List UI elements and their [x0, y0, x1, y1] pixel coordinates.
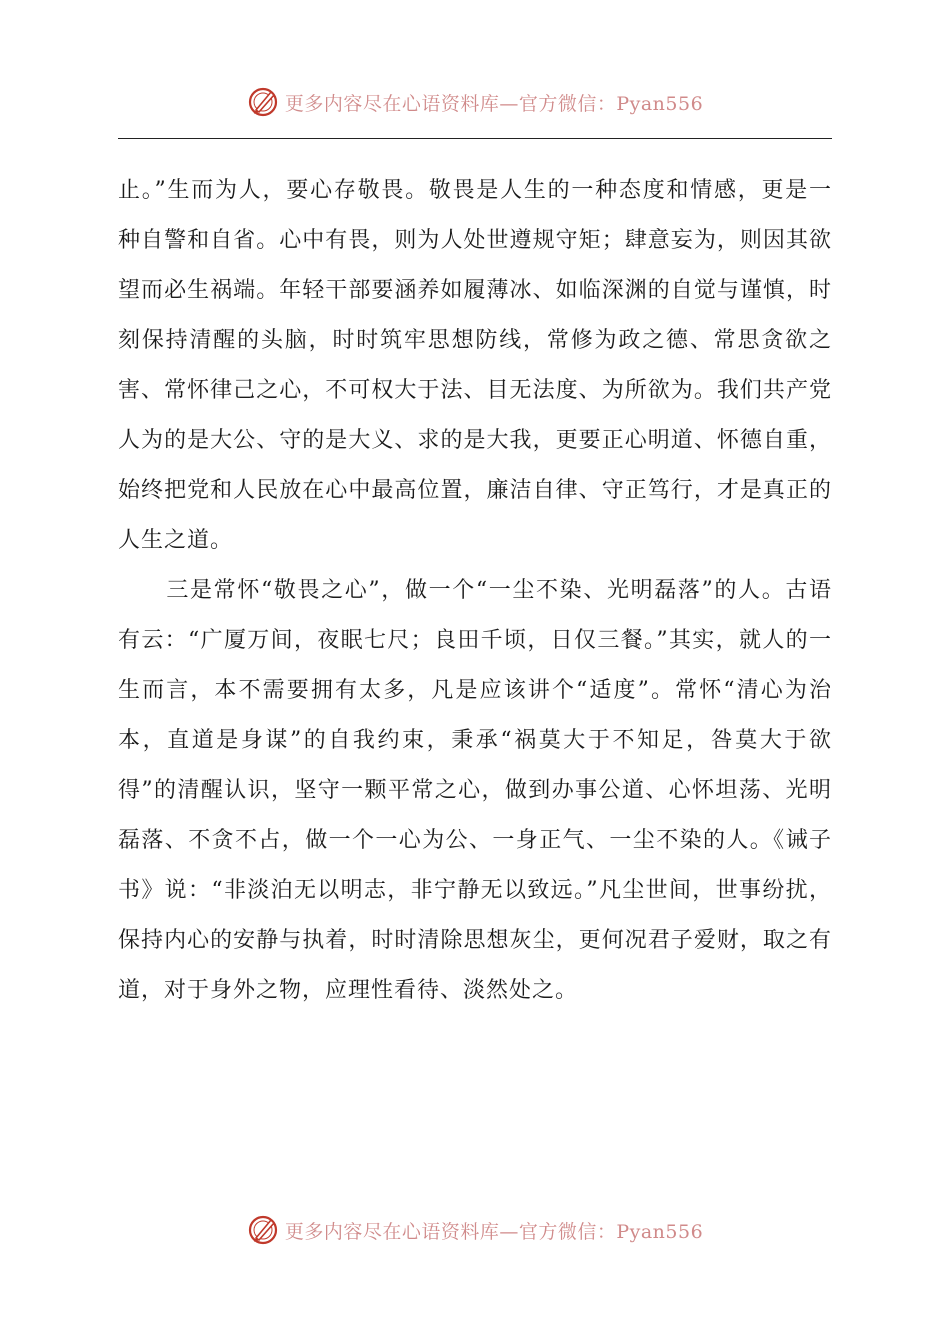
header-banner-text: 更多内容尽在心语资料库—官方微信：Pyan556	[284, 92, 704, 115]
document-body	[118, 166, 832, 1016]
pen-circle-icon	[247, 1214, 279, 1246]
footer-banner-text: 更多内容尽在心语资料库—官方微信：Pyan556	[284, 1220, 704, 1243]
page-footer	[0, 1210, 950, 1250]
header-divider	[118, 138, 832, 139]
paragraph: 三是常怀“敬畏之心”，做一个“一尘不染、光明磊落”的人。古语有云：“广厦万间，夜眠七尺；良田千顷，日仅三餐。”其实，就人的一生而言，本不需要拥有太多，凡是应该讲个“适度”。常怀“清心为治本，直道是身谋”的自我约束，秉承“祸莫大于不知足，咎莫大于欲得”的清醒认识，坚守一颗平常之心，做到办事公道、心怀坦荡、光明磊落、不贪不占，做一个一心为公、一身正气、一尘不染的人。《诫子书》说：“非淡泊无以明志，非宁静无以致远。”凡尘世间，世事纷扰，保持内心的安静与执着，时时清除思想灰尘，更何况君子爱财，取之有道，对于身外之物，应理性看待、淡然处之。	[118, 578, 832, 1003]
pen-circle-icon	[247, 86, 279, 118]
paragraph: 止。”生而为人，要心存敬畏。敬畏是人生的一种态度和情感，更是一种自警和自省。心中有畏，则为人处世遵规守矩；肆意妄为，则因其欲望而必生祸端。年轻干部要涵养如履薄冰、如临深渊的自觉与谨慎，时刻保持清醒的头脑，时时筑牢思想防线，常修为政之德、常思贪欲之害、常怀律己之心，不可权大于法、目无法度、为所欲为。我们共产党人为的是大公、守的是大义、求的是大我，更要正心明道、怀德自重，始终把党和人民放在心中最高位置，廉洁自律、守正笃行，才是真正的人生之道。	[118, 178, 832, 553]
page-header	[0, 82, 950, 122]
